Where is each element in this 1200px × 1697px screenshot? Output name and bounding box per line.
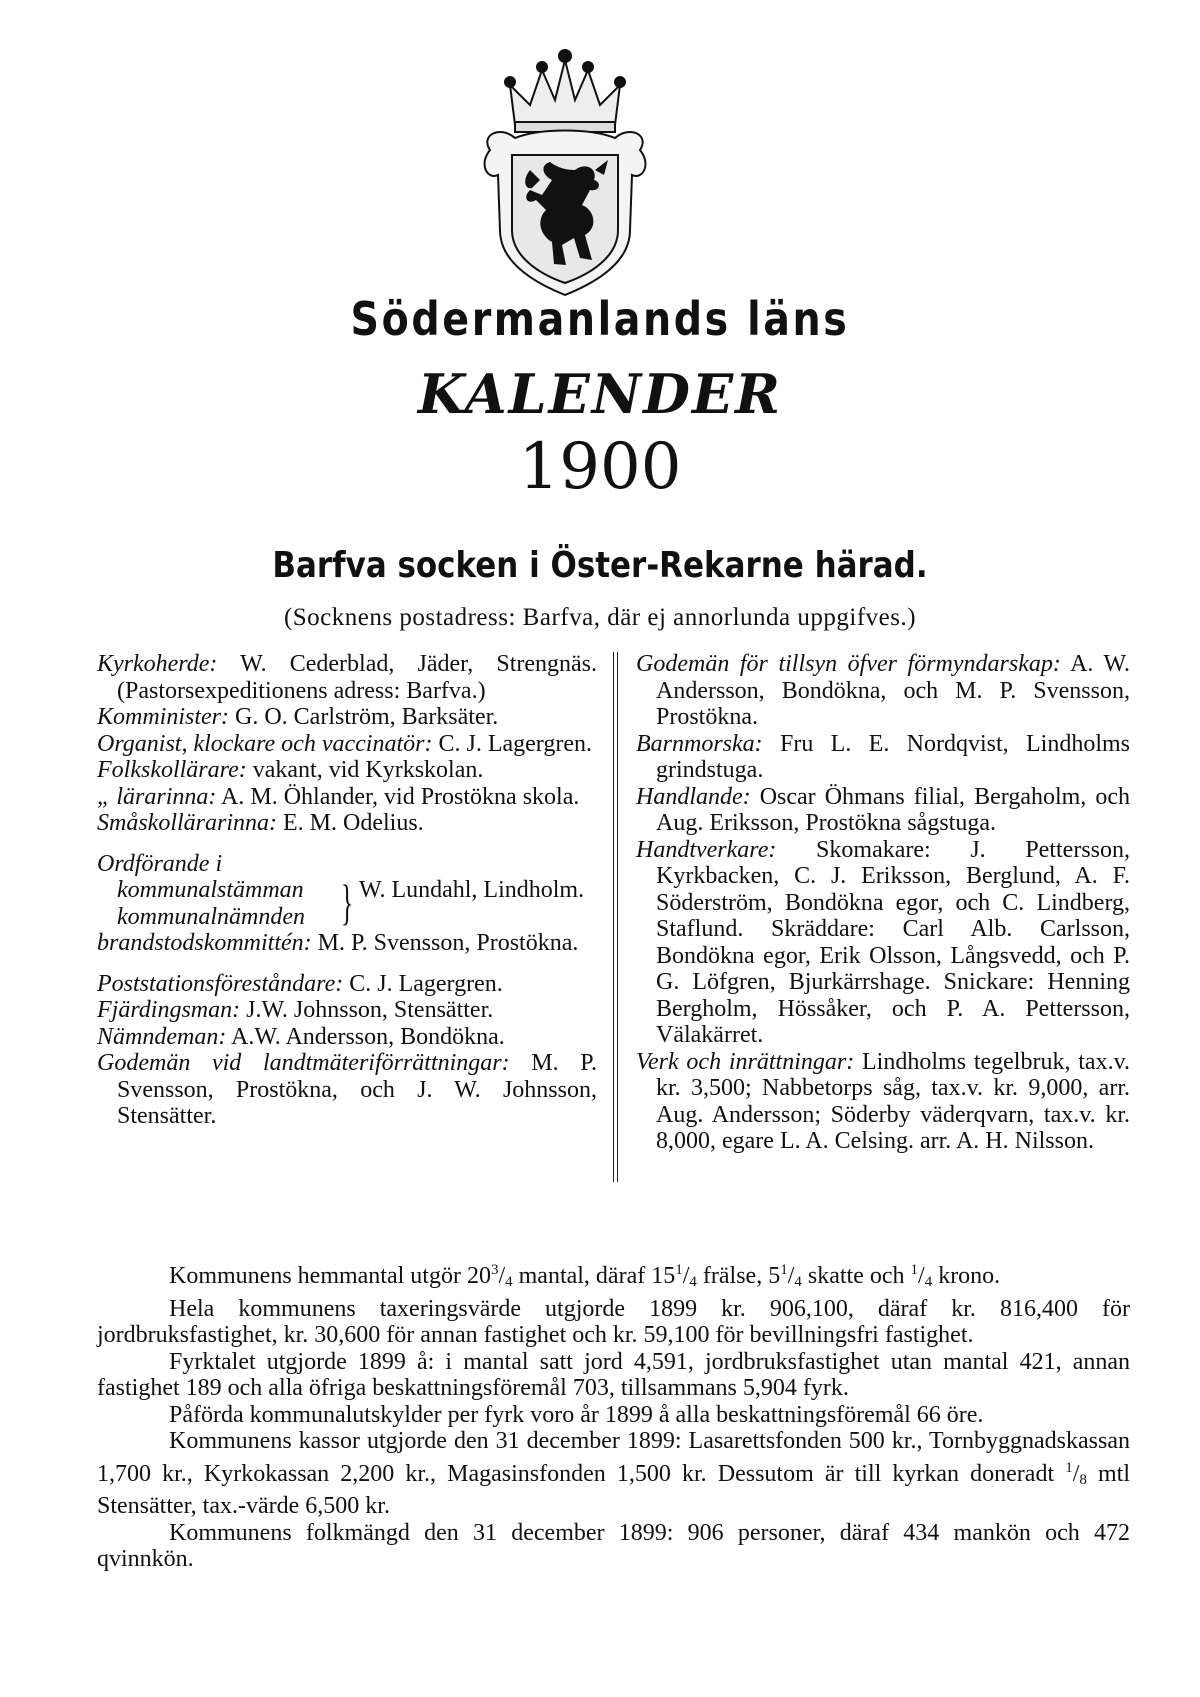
title-year: 1900 [518, 430, 682, 504]
value: A.W. Andersson, Bondökna. [226, 1023, 505, 1050]
brace-symbol: } [341, 874, 353, 930]
frac-den: 4 [689, 1274, 697, 1290]
value: E. M. Odelius. [277, 810, 424, 836]
para-folkmangd: Kommunens folkmängd den 31 december 1899: 906 personer, däraf 434 mankön och 472 qvinnkön. [97, 1519, 1130, 1572]
frac-num: 1 [1065, 1459, 1073, 1476]
label: „ lärarinna: [97, 783, 217, 810]
label: Kyrkoherde: [97, 651, 218, 677]
value: A. M. Öhlander, vid Prostökna skola. [216, 783, 580, 810]
para-taxeringsvarde: Hela kommunens taxeringsvärde utgjorde 1899 kr. 906,100, däraf kr. 816,400 för jordbruksfastighet, kr. 30,600 för annan fastighet och kr. 59,100 för bevillningsfri fastighet. [97, 1295, 1130, 1348]
value: Oscar Öhmans filial, Bergaholm, och Aug. Eriksson, Prostökna sågstuga. [656, 783, 1130, 836]
section-title: Barfva socken i Öster-Rekarne härad. [272, 545, 928, 586]
frac-den: 8 [1079, 1471, 1087, 1488]
frac-num: 1 [780, 1262, 788, 1278]
frac-num: 1 [910, 1262, 919, 1278]
entry-ordforande-brace [97, 874, 597, 930]
value: W. Cederblad, Jäder, Strengnäs. (Pastorsexpeditionens adress: Barfva.) [117, 651, 597, 704]
value: M. P. Svensson, Prostökna, och J. W. Johnsson, Stensätter. [117, 1050, 597, 1129]
address-note: (Socknens postadress: Barfva, där ej annorlunda uppgifves.) [283, 604, 917, 631]
text: frälse, 5 [696, 1263, 781, 1289]
entry-brandstod [97, 930, 597, 957]
entry-fjardingsman [97, 997, 597, 1024]
value: Fru L. E. Nordqvist, Lindholms grindstuga. [656, 730, 1130, 783]
frac-den: 4 [794, 1274, 802, 1290]
para-fyrktal: Fyrktalet utgjorde 1899 å: i mantal satt jord 4,591, jordbruksfastighet utan mantal 421, annan fastighet 189 och alla öfriga beskattningsföremål 703, tillsammans 5,904 fyrk. [97, 1348, 1130, 1401]
entry-kyrkoherde [97, 651, 597, 704]
text: mantal, däraf 15 [512, 1263, 676, 1289]
frac-den: 4 [924, 1274, 933, 1290]
para-kassor: Kommunens kassor utgjorde den 31 december 1899: Lasarettsfonden 500 kr., Tornbyggnadskassan 1,700 kr., Kyrkokassan 2,200 kr., Magasinsfonden 1,500 kr. Dessutom är till kyrkan doneradt $^1/_8$ mtl Stensätter, tax.-värde 6,500 kr. [97, 1428, 1130, 1519]
entry-godeman-land [97, 1050, 597, 1130]
entry-folkskollarare [97, 757, 597, 784]
title-lan: Södermanlands läns [350, 292, 850, 346]
text: mtl Stensätter, tax.-värde 6,500 kr. [97, 1460, 1130, 1519]
label: Organist, klockare och vaccinatör: [97, 730, 433, 757]
entry-handlande [636, 784, 1130, 837]
entry-verk [636, 1049, 1130, 1155]
para-hemmantal: Kommunens hemmantal utgör $20^3/_4$ mantal, däraf $15^1/_4$ frälse, $5^1/_4$ skatte och $^1/_4$ krono. [169, 1262, 1001, 1290]
label: Nämndeman: [97, 1023, 227, 1050]
para-kommunalutskylder: Påförda kommunalutskylder per fyrk voro år 1899 å alla beskattningsföremål 66 öre. [169, 1401, 984, 1428]
entry-barnmorska [636, 731, 1130, 784]
value: J.W. Johnsson, Stensätter. [240, 997, 494, 1023]
entry-organist [97, 731, 597, 758]
entry-namndeman [97, 1024, 597, 1051]
label: Komminister: [97, 704, 229, 730]
column-divider [613, 652, 618, 1182]
frac-den: 4 [505, 1274, 513, 1290]
coat-of-arms [470, 30, 660, 300]
label-kommunalnamnden: kommunalnämnden [117, 903, 305, 930]
entry-handtverkare [636, 837, 1130, 1049]
value: M. P. Svensson, Prostökna. [311, 930, 579, 956]
label: Godemän vid landtmäteriförrättningar: [97, 1050, 510, 1076]
right-column [636, 651, 1130, 1155]
label: Ordförande i [97, 850, 223, 877]
label: Fjärdingsman: [97, 997, 241, 1023]
entry-komminister [97, 704, 597, 731]
text: Kommunens kassor utgjorde den 31 december 1899: Lasarettsfonden 500 kr., Tornbyggnadskassan 1,700 kr., Kyrkokassan 2,200 kr., Magasinsfonden 1,500 kr. Dessutom är till kyrkan doneradt [97, 1428, 1130, 1487]
value: C. J. Lagergren. [343, 970, 503, 997]
value: G. O. Carlström, Barksäter. [229, 704, 499, 730]
entry-poststation [97, 971, 597, 998]
value: C. J. Lagergren. [432, 730, 592, 757]
frac-num: 1 [675, 1262, 683, 1278]
label: brandstodskommittén: [97, 930, 312, 956]
label: Småskollärarinna: [97, 810, 277, 836]
left-column [97, 651, 597, 1130]
text: krono. [932, 1263, 1001, 1289]
entry-smaskollararinna [97, 810, 597, 837]
frac-num: 3 [490, 1262, 499, 1278]
label: Handtverkare: [636, 836, 777, 863]
text: skatte och [801, 1263, 911, 1289]
label: Verk och inrättningar: [636, 1048, 855, 1075]
label-kommunalstamman: kommunalstämman [117, 877, 304, 903]
spacer [97, 957, 597, 971]
title-kalender: KALENDER [418, 362, 782, 426]
brace-value: W. Lundahl, Lindholm. [359, 877, 585, 903]
label: Barnmorska: [636, 730, 763, 757]
text: Kommunens hemmantal utgör 20 [169, 1263, 491, 1289]
spacer [97, 837, 597, 851]
entry-godeman-formynd [636, 651, 1130, 731]
label: Poststationsföreståndare: [97, 970, 344, 997]
value: Lindholms tegelbruk, tax.v. kr. 3,500; Nabbetorps såg, tax.v. kr. 9,000, arr. Aug. Andersson; Söderby väderqvarn, tax.v. kr. 8,000, egare L. A. Celsing. arr. A. H. Nilsson. [656, 1048, 1131, 1154]
value: vakant, vid Kyrkskolan. [246, 757, 484, 783]
value: A. W. Andersson, Bondökna, och M. P. Svensson, Prostökna. [656, 651, 1130, 730]
label: Handlande: [636, 783, 751, 810]
label: Godemän för tillsyn öfver förmyndarskap: [636, 651, 1061, 677]
entry-lararinna [97, 784, 597, 811]
statistics-paragraphs [97, 1257, 1130, 1573]
label: Folkskollärare: [97, 757, 247, 783]
value: Skomakare: J. Pettersson, Kyrkbacken, C. J. Eriksson, Berglund, A. F. Söderström, Bondökna egor, och C. Lindberg, Staflund. Skräddare: Carl Alb. Carlsson, Bondökna egor, Erik Olsson, Långsvedd, och P. G. Löfgren, Bjurkärrshage. Snickare: Henning Bergholm, Hössåker, och P. A. Pettersson, Välakärret. [656, 836, 1130, 1048]
